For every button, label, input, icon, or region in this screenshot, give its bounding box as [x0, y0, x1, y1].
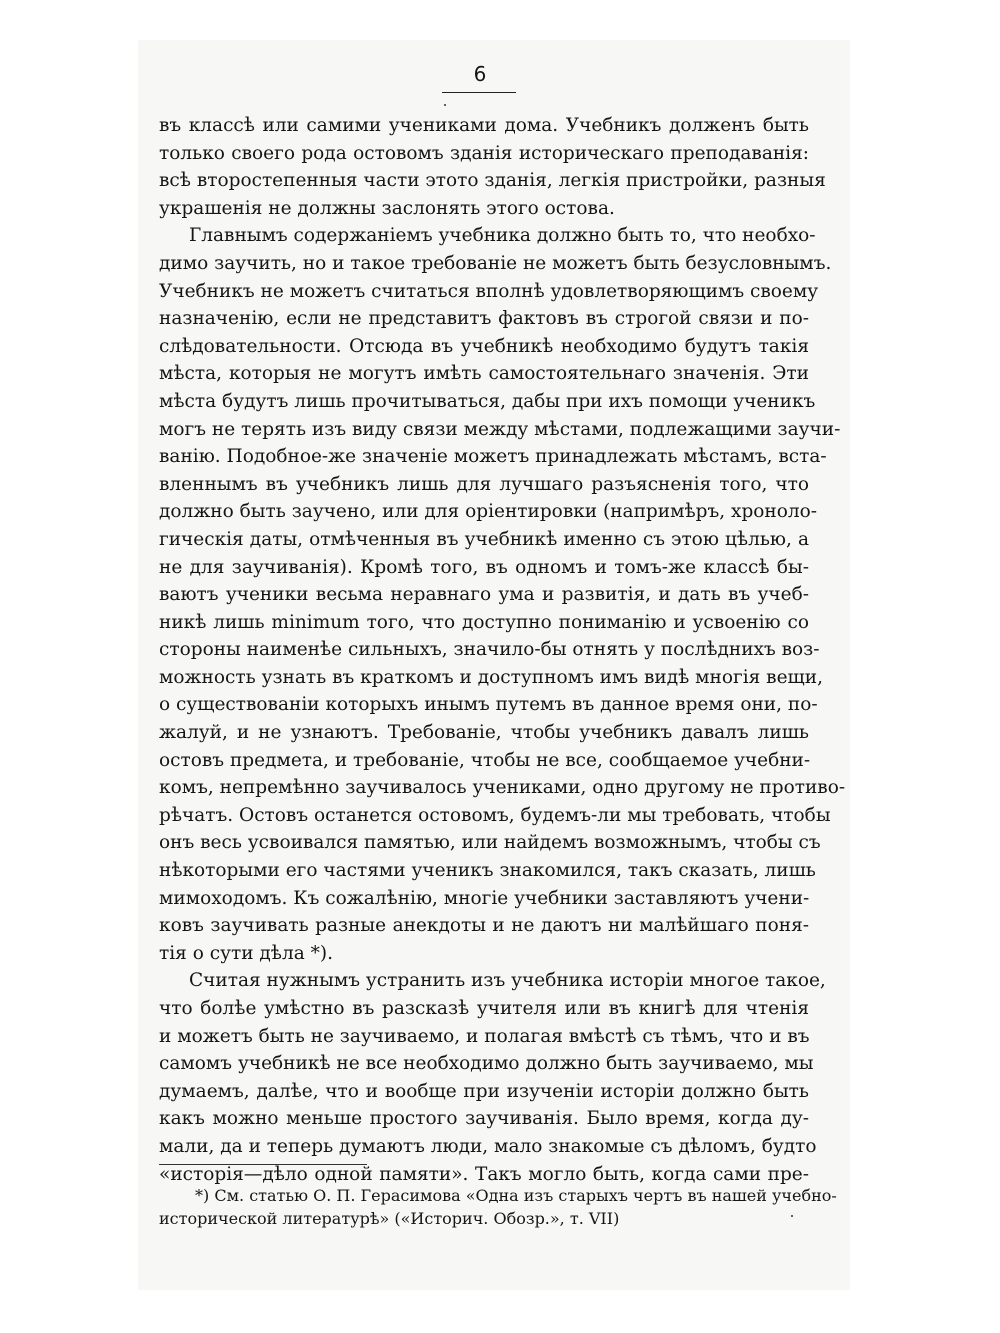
- text-line: жалуй, и не узнаютъ. Требованіе, чтобы учебникъ давалъ лишь: [159, 722, 809, 744]
- text-line: о существованіи которыхъ инымъ путемъ въ данное время они, по-: [159, 694, 818, 716]
- text-line: должно быть заучено, или для оріентировки (напримѣръ, хроноло-: [159, 501, 818, 523]
- text-line: онъ весь усвоивался памятью, или найдемъ возможнымъ, чтобы съ: [159, 832, 821, 854]
- text-line: и можетъ быть не заучиваемо, и полагая вмѣстѣ съ тѣмъ, что и въ: [159, 1025, 810, 1047]
- footnote-separator: [159, 1164, 367, 1165]
- text-line: мали, да и теперь думаютъ люди, мало знакомые съ дѣломъ, будто: [159, 1135, 817, 1157]
- text-line: всѣ второстепенныя части этото зданія, легкія пристройки, разныя: [159, 170, 826, 192]
- text-line: только своего рода остовомъ зданія историческаго преподаванія:: [159, 142, 809, 164]
- text-line: думаемъ, далѣе, что и вообще при изученіи исторіи должно быть: [159, 1080, 809, 1102]
- text-line: мѣста будутъ лишь прочитываться, дабы при ихъ помощи ученикъ: [159, 390, 816, 412]
- paragraph-1: [159, 112, 826, 222]
- text-line: не для заучиванія). Кромѣ того, въ одномъ и томъ-же классѣ бы-: [159, 556, 809, 578]
- text-line: гическія даты, отмѣченныя въ учебникѣ именно съ этою цѣлью, а: [159, 528, 809, 550]
- text-line: мимоходомъ. Къ сожалѣнію, многіе учебники заставляютъ учени-: [159, 887, 810, 909]
- text-line: самомъ учебникѣ не все необходимо должно быть заучиваемо, мы: [159, 1053, 814, 1075]
- text-line: нѣкоторыми его частями ученикъ знакомился, такъ сказать, лишь: [159, 860, 816, 882]
- text-line: въ классѣ или самими учениками дома. Учебникъ долженъ быть: [159, 115, 809, 136]
- footnote-line: *) См. статью О. П. Герасимова «Одна изъ старыхъ чертъ въ нашей учебно-: [195, 1186, 837, 1205]
- text-line: димо заучить, но и такое требованіе не можетъ быть безусловнымъ.: [159, 252, 832, 274]
- text-line: комъ, непремѣнно заучивалось учениками, одно другому не противо-: [159, 777, 846, 799]
- text-line: тія о сути дѣла *).: [159, 942, 333, 964]
- paragraph-3: [159, 967, 826, 1188]
- text-line: ванію. Подобное-же значеніе можетъ принадлежать мѣстамъ, вста-: [159, 446, 827, 468]
- footnote-line: исторической литературѣ» («Историч. Обозр.», т. VII): [159, 1209, 620, 1228]
- text-line: вленнымъ въ учебникъ лишь для лучшаго разъясненія того, что: [159, 473, 809, 495]
- text-line: стороны наименѣе сильныхъ, значило-бы отнять у послѣднихъ воз-: [159, 639, 820, 661]
- paragraph-2: [159, 222, 846, 967]
- text-line: можность узнать въ краткомъ и доступномъ имъ видѣ многія вещи,: [159, 666, 823, 688]
- text-line: украшенія не должны заслонять этого остова.: [159, 197, 615, 219]
- text-line: слѣдовательности. Отсюда въ учебникѣ необходимо будутъ такія: [159, 335, 809, 357]
- text-line: никѣ лишь minimum того, что доступно пониманію и усвоенію со: [159, 611, 809, 633]
- body-text: [159, 112, 846, 1188]
- page-number: 6: [473, 62, 487, 86]
- footnote: [159, 1184, 837, 1230]
- text-line: ковъ заучивать разные анекдоты и не даютъ ни малѣйшаго поня-: [159, 915, 809, 937]
- text-line: Считая нужнымъ устранить изъ учебника исторіи многое такое,: [189, 970, 826, 992]
- text-line: Учебникъ не можетъ считаться вполнѣ удовлетворяющимъ своему: [159, 280, 819, 302]
- text-line: могъ не терять изъ виду связи между мѣстами, подлежащими заучи-: [159, 418, 841, 440]
- print-speck: [444, 104, 446, 106]
- text-line: что болѣе умѣстно въ разсказѣ учителя или въ книгѣ для чтенія: [159, 998, 809, 1019]
- text-line: мѣста, которыя не могутъ имѣть самостоятельнаго значенія. Эти: [159, 363, 809, 385]
- text-line: какъ можно меньше простого заучиванія. Было время, когда ду-: [159, 1108, 809, 1130]
- text-line: назначенію, если не представитъ фактовъ въ строгой связи и по-: [159, 308, 809, 330]
- print-speck: [791, 1215, 793, 1217]
- text-line: Главнымъ содержаніемъ учебника должно быть то, что необхо-: [189, 225, 816, 247]
- text-line: ваютъ ученики весьма неравнаго ума и развитія, и дать въ учеб-: [159, 584, 809, 606]
- page-number-rule: [442, 92, 516, 93]
- text-line: рѣчатъ. Остовъ останется остовомъ, будемъ-ли мы требовать, чтобы: [159, 804, 831, 826]
- text-line: «исторія—дѣло одной памяти». Такъ могло быть, когда сами пре-: [159, 1163, 809, 1185]
- text-line: остовъ предмета, и требованіе, чтобы не все, сообщаемое учебни-: [159, 749, 811, 771]
